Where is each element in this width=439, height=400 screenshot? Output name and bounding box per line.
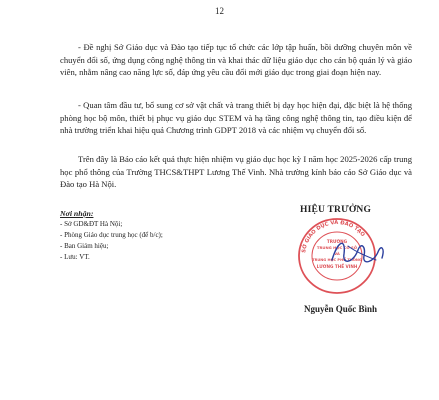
recipients-list (60, 219, 163, 263)
stamp-line: LƯƠNG THẾ VINH (316, 264, 358, 269)
recipient-item: - Lưu: VT. (60, 253, 90, 261)
signature-mark (328, 232, 388, 272)
paragraph-investment-request: - Quan tâm đầu tư, bổ sung cơ sở vật chất và trang thiết bị dạy học hiện đại, đặc biệt là hệ thống phòng học bộ môn, thiết bị phục vụ giáo dục STEM và hạ tầng công nghệ thông tin, tạo điều kiện để nhà trường triển khai hiệu quả Chương trình GDPT 2018 và các nhiệm vụ chuyển đổi số. (60, 100, 412, 136)
stamp-line: TRƯỜNG (326, 239, 348, 244)
signer-name: Nguyễn Quốc Bình (304, 304, 378, 314)
stamp-ring-text: SỞ GIÁO DỤC VÀ ĐÀO TẠO (301, 219, 366, 254)
recipients-block (60, 208, 163, 263)
signer-title: HIỆU TRƯỞNG (300, 205, 372, 215)
stamp-line: TRUNG HỌC CƠ SỞ (316, 245, 358, 250)
page-number: 12 (215, 6, 224, 16)
recipients-title: Nơi nhận: (60, 209, 94, 218)
recipient-item: - Ban Giám hiệu; (60, 242, 109, 250)
recipient-item: - Phòng Giáo dục trung học (để b/c); (60, 231, 163, 239)
paragraph-conclusion: Trên đây là Báo cáo kết quả thực hiện nhiệm vụ giáo dục học kỳ I năm học 2025-2026 cấp trung học phổ thông của Trường THCS&THPT Lương Thế Vinh. Nhà trường kính báo cáo Sở Giáo dục và Đào tạo Hà Nội. (60, 154, 412, 190)
stamp-line: VÀ (334, 251, 340, 256)
recipient-item: - Sở GD&ĐT Hà Nội; (60, 220, 123, 228)
paragraph-training-request: - Đề nghị Sở Giáo dục và Đào tạo tiếp tục tổ chức các lớp tập huấn, bồi dưỡng chuyên môn về chuyển đổi số, ứng dụng công nghệ thông tin và khai thác dữ liệu giáo dục cho cán bộ quản lý và giáo viên, nhằm nâng cao năng lực số, đáp ứng yêu cầu đổi mới giáo dục trong giai đoạn hiện nay. (60, 42, 412, 78)
stamp-line: TRUNG HỌC PHỔ THÔNG (312, 258, 362, 262)
